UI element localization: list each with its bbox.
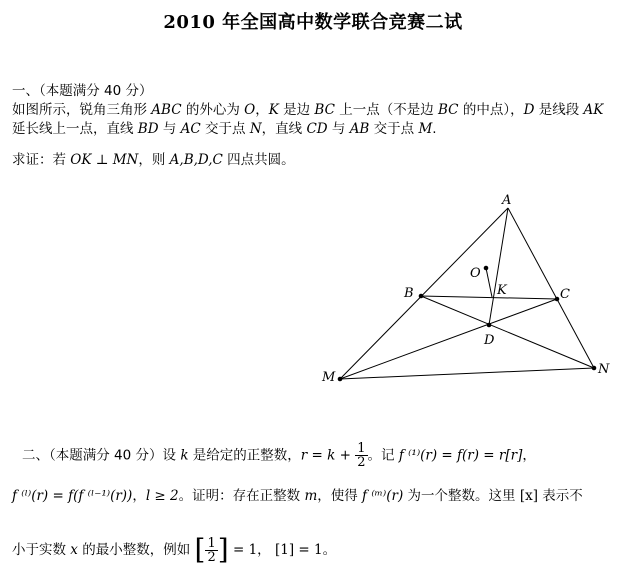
bracket-right: ] xyxy=(217,533,229,566)
text: 延长线上一点，直线 xyxy=(12,121,138,137)
math-fm: f ⁽ᵐ⁾(r) xyxy=(362,488,404,504)
text: 交于点 xyxy=(369,121,419,137)
segment-ok xyxy=(486,268,492,297)
text: 是线段 xyxy=(534,102,584,118)
math-cd: CD xyxy=(306,121,328,137)
problem2-line3 xyxy=(12,533,337,566)
math-condition: OK ⊥ MN xyxy=(70,152,139,168)
math-abc: ABC xyxy=(151,102,182,118)
text: ，直线 xyxy=(261,121,307,137)
problem1-header: 一、（本题满分 40 分） xyxy=(12,83,153,99)
fraction-numerator: 1 xyxy=(207,535,216,551)
text: 的中点）， xyxy=(458,102,524,118)
math-d: D xyxy=(523,102,535,118)
label-k: K xyxy=(497,283,507,298)
example2: [1] = 1 xyxy=(274,542,323,558)
example1-rhs: = 1， xyxy=(232,542,271,558)
math-m: M xyxy=(418,121,433,137)
math-fl: f ⁽ˡ⁾(r) = f(f ⁽ˡ⁻¹⁾(r)) xyxy=(12,488,133,504)
text: 是给定的正整数， xyxy=(188,447,301,464)
point-o xyxy=(484,266,489,271)
text: 的外心为 xyxy=(181,102,245,118)
math-ceiling-x: [x] xyxy=(519,488,538,504)
math-ak: AK xyxy=(583,102,604,118)
label-d: D xyxy=(484,333,495,348)
point-b xyxy=(419,294,424,299)
problem2-line1 xyxy=(22,442,536,469)
problem2-line2 xyxy=(12,487,583,505)
segment-ad xyxy=(489,208,508,325)
text: ， xyxy=(255,102,269,118)
text: 表示不 xyxy=(537,488,583,504)
text: 交于点 xyxy=(200,121,250,137)
math-n: N xyxy=(249,121,262,137)
text: 是边 xyxy=(278,102,315,118)
math-l-condition: l ≥ 2 xyxy=(145,488,179,504)
label-c: C xyxy=(560,287,570,302)
fraction-numerator: 1 xyxy=(357,441,366,456)
text: 为一个整数。这里 xyxy=(403,488,520,504)
problem2-header: 二、（本题满分 40 分）设 xyxy=(22,447,181,464)
label-m: M xyxy=(322,370,336,385)
math-bc: BC xyxy=(438,102,459,118)
fraction-denominator: 2 xyxy=(207,549,216,565)
text: 上一点（不是边 xyxy=(334,102,439,118)
text: 与 xyxy=(158,121,181,137)
text: 。记 xyxy=(367,447,399,464)
math-points: A,B,D,C xyxy=(169,152,223,168)
point-c xyxy=(555,297,560,302)
text: 小于实数 xyxy=(12,542,71,558)
text: 与 xyxy=(327,121,350,137)
math-f1: f ⁽¹⁾(r) = f(r) = r[r] xyxy=(398,447,523,464)
text: 。证明：存在正整数 xyxy=(178,488,305,504)
math-bd: BD xyxy=(137,121,159,137)
text: 如图所示，锐角三角形 xyxy=(12,102,152,118)
label-n: N xyxy=(598,362,610,377)
point-m xyxy=(338,377,343,382)
segment-mn xyxy=(340,368,594,379)
point-n xyxy=(592,366,597,371)
page-title: 2010 年全国高中数学联合竞赛二试 xyxy=(163,12,463,33)
text: 的最小整数，例如 xyxy=(77,542,195,558)
math-ab: AB xyxy=(349,121,370,137)
segment-bc xyxy=(421,296,557,299)
label-b: B xyxy=(404,286,414,301)
text: ，使得 xyxy=(317,488,363,504)
math-ac: AC xyxy=(180,121,201,137)
text: . xyxy=(432,121,437,137)
point-d xyxy=(487,323,492,328)
text: ， xyxy=(132,488,146,504)
math-k: K xyxy=(268,102,279,118)
math-o: O xyxy=(244,102,256,118)
text: ， xyxy=(522,447,536,464)
fraction-half-example xyxy=(205,537,217,564)
text: 求证：若 xyxy=(12,152,71,168)
segment-bn xyxy=(421,296,594,368)
text: ，则 xyxy=(138,152,170,168)
bracket-left: [ xyxy=(194,533,206,566)
text: 。 xyxy=(322,542,337,558)
math-x: x xyxy=(70,542,78,558)
math-r-def: r = k + xyxy=(300,447,351,464)
math-m: m xyxy=(304,488,318,504)
fraction-denominator: 2 xyxy=(357,455,366,470)
label-a: A xyxy=(502,193,512,208)
segment-am xyxy=(340,208,508,379)
segment-an xyxy=(508,208,594,368)
math-k: k xyxy=(180,447,189,464)
fraction-half xyxy=(355,442,367,469)
text: 四点共圆。 xyxy=(222,152,295,168)
label-o: O xyxy=(470,266,481,281)
math-bc: BC xyxy=(314,102,335,118)
